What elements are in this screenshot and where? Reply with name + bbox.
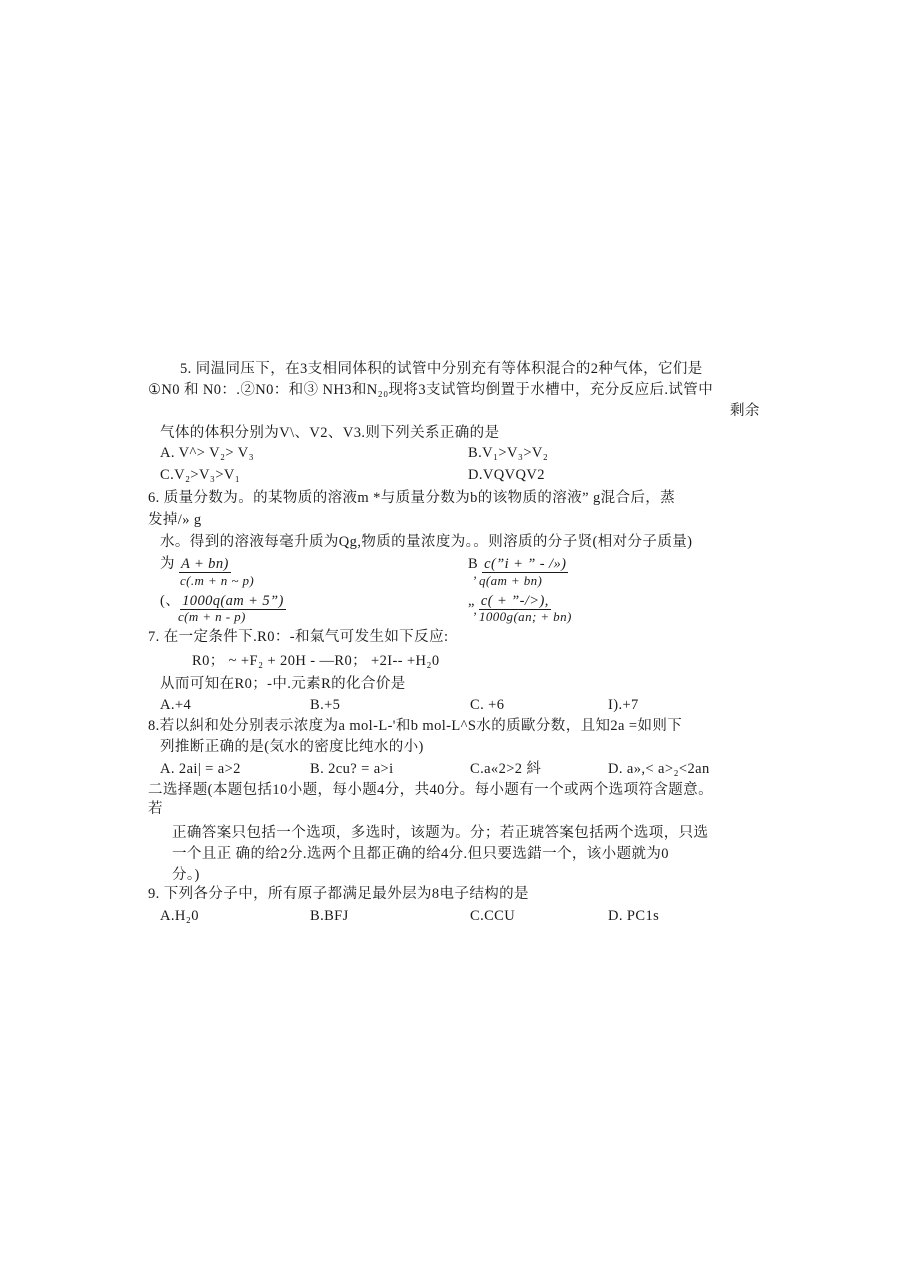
q6-stem-line-1: 6. 质量分数为。的某物质的溶液m *与质量分数为b的该物质的溶液” g混合后，蒸 (148, 490, 676, 506)
q8-option-b: B. 2cu? = a>i (310, 761, 394, 777)
q6-option-d-num: c( + ”-/>), (480, 593, 549, 609)
q5-option-d: D.VQVQV2 (468, 467, 545, 483)
q8-stem-line-1: 8.若以糾和处分别表示浓度为a mol-L-'和b mol-L^S水的质歐分数，且知2a =如则下 (148, 718, 683, 734)
q5-stem-line-4: 气体的体积分别为V\、V2、V3.则下列关系正确的是 (160, 425, 500, 441)
q9-stem: 9. 下列各分子中，所有原子都满足最外层为8电子结构的是 (148, 886, 529, 902)
q6-option-c-prefix: (、 (160, 593, 181, 609)
q5-stem-line-2: ①N0 和 N0：.②N0：和③ NH3和N₂₀现将3支试管均倒置于水槽中，充分反应后.试管中 (148, 382, 714, 398)
q6-option-b-num: c(”i + ” - /») (484, 556, 567, 572)
q6-option-c-denominator: c(m + n - p) (178, 609, 246, 624)
q5-stem-line-3: 剩余 (730, 403, 760, 419)
q9-option-a: A.H₂0 (160, 908, 199, 924)
q7-option-b: B.+5 (310, 697, 341, 713)
q7-option-a: A.+4 (160, 697, 192, 713)
q9-option-c: C.CCU (470, 908, 516, 924)
q6-option-a-numerator (160, 555, 231, 573)
q8-option-d: D. a»,< a>₂<2an (608, 761, 710, 777)
q7-equation: R0； ~ +F₂ + 20H - —R0； +2I-- +H₂0 (192, 653, 440, 669)
q7-option-c: C. +6 (470, 697, 505, 713)
q9-option-b: B.BFJ (310, 908, 349, 924)
q8-option-a: A. 2ai| = a>2 (160, 761, 241, 777)
q6-option-a-num: A + bn) (180, 556, 229, 572)
q7-stem-line-1: 7. 在一定条件下.R0：-和氣气可发生如下反应: (148, 629, 449, 645)
q6-stem-line-3: 水。得到的溶液每毫升质为Qg,物质的量浓度为。。则溶质的分子贤(相对分子质量) (160, 534, 693, 550)
q8-stem-line-2: 列推断正确的是(気水的密度比纯水的小) (160, 739, 424, 755)
section2-instructions-line-2: 一个且正 确的给2分.选两个且都正确的给4分.但只要选錯一个，该小题就为0 (172, 846, 669, 862)
section2-heading-continued: 若 (148, 801, 163, 817)
q6-option-c-num: 1000q(am + 5”) (182, 593, 284, 609)
q6-option-a-denominator: c(.m + n ~ p) (180, 573, 255, 588)
q5-option-a: A. V^> V₂> V₃ (160, 445, 255, 461)
q7-option-d: I).+7 (608, 697, 639, 713)
q8-option-c: C.a«2>2 紏 (470, 761, 542, 777)
q5-option-c: C.V₂>V₃>V₁ (160, 467, 241, 483)
q5-option-b: B.V₁>V₃>V₂ (468, 445, 549, 461)
q6-option-d-denominator: ’ 1000g(an; + bn) (472, 609, 572, 624)
section2-instructions-line-1: 正确答案只包括一个选项，多选时，该题为。分；若正琥答案包括两个选项，只选 (172, 825, 709, 841)
q5-stem-line-1: 5. 同温同压下，在3支相同体积的试管中分别充有等体积混合的2种气体，它们是 (180, 361, 703, 377)
q7-stem-line-3: 从而可知在R0；-中.元素R的化合价是 (160, 676, 406, 692)
q6-option-a-prefix: 为 (160, 556, 179, 572)
section2-instructions-line-3: 分。) (172, 867, 200, 883)
q6-option-b-prefix: B (468, 556, 483, 572)
section2-heading: 二选择题(本题包括10小题，每小题4分，共40分。每小题有一个或两个选项符含题意。 (148, 782, 713, 798)
q6-option-b-denominator: ’ q(am + bn) (472, 573, 543, 588)
q6-option-b-numerator (468, 555, 568, 573)
q6-stem-line-2: 发掉/» g (148, 512, 202, 528)
q6-option-d-prefix: „ (468, 593, 479, 609)
q9-option-d: D. PC1s (608, 908, 660, 924)
